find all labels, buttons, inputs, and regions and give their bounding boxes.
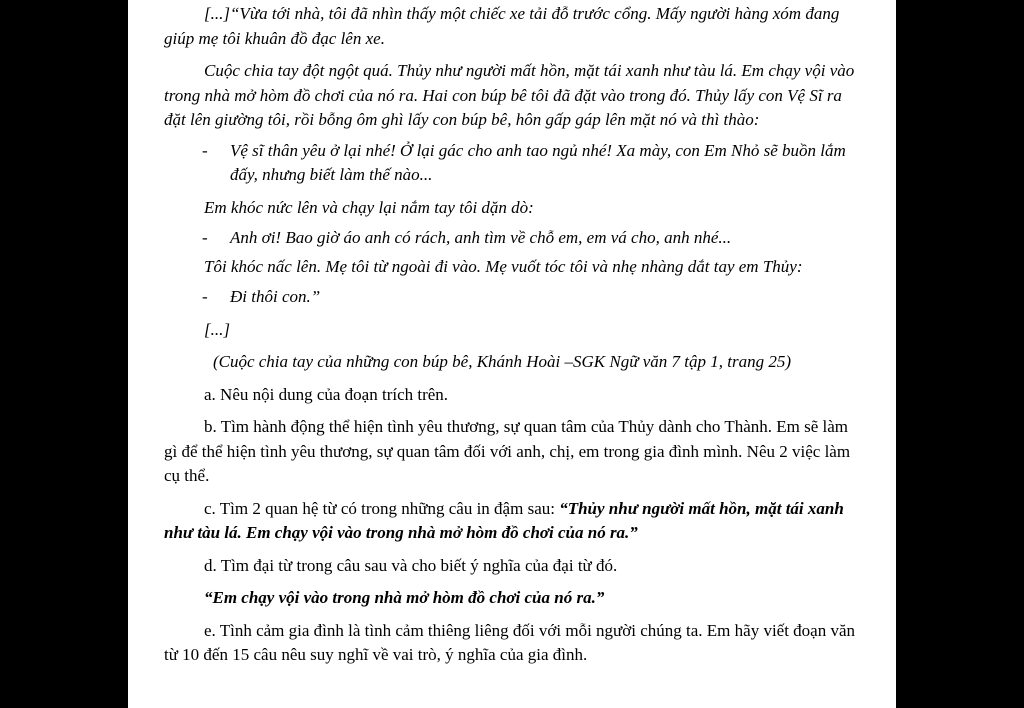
dialogue-text: Vệ sĩ thân yêu ở lại nhé! Ở lại gác cho anh tao ngủ nhé! Xa mày, con Em Nhỏ sẽ buồn lắm đấy, nhưng biết làm thế nào... — [230, 140, 846, 184]
dialogue-dash: - — [202, 140, 208, 160]
question-c — [164, 497, 864, 546]
question-c-text: c. Tìm 2 quan hệ từ có trong những câu in đậm sau: — [204, 498, 560, 518]
document-body — [164, 2, 864, 668]
dialogue-text: Anh ơi! Bao giờ áo anh có rách, anh tìm về chỗ em, em vá cho, anh nhé... — [230, 228, 732, 247]
passage-paragraph-1: [...]“Vừa tới nhà, tôi đã nhìn thấy một chiếc xe tải đỗ trước cổng. Mấy người hàng xóm đang giúp mẹ tôi khuân đồ đạc lên xe. — [164, 4, 840, 48]
dialogue-dash: - — [202, 287, 208, 306]
dialogue-dash: - — [202, 228, 208, 247]
passage-paragraph-4: Tôi khóc nấc lên. Mẹ tôi từ ngoài đi vào. Mẹ vuốt tóc tôi và nhẹ nhàng dắt tay em Thủy: — [204, 256, 803, 276]
document-page — [128, 0, 896, 708]
question-e: e. Tình cảm gia đình là tình cảm thiêng liêng đối với mỗi người chúng ta. Em hãy viết đoạn văn từ 10 đến 15 câu nêu suy nghĩ về vai trò, ý nghĩa của gia đình. — [164, 620, 856, 664]
question-a: a. Nêu nội dung của đoạn trích trên. — [204, 384, 449, 404]
dialogue-line-1 — [164, 139, 864, 188]
passage-ellipsis: [...] — [204, 319, 230, 339]
question-d: d. Tìm đại từ trong câu sau và cho biết ý nghĩa của đại từ đó. — [204, 555, 618, 575]
passage-paragraph-2: Cuộc chia tay đột ngột quá. Thủy như người mất hồn, mặt tái xanh như tàu lá. Em chạy vội vào trong nhà mở hòm đồ chơi của nó ra. Hai con búp bê tôi đã đặt vào trong đó. Thủy lấy con Vệ Sĩ ra đặt lên giường tôi, rồi bỗng ôm ghì lấy con búp bê, hôn gấp gáp lên mặt nó và thì thào: — [164, 61, 855, 129]
question-b: b. Tìm hành động thể hiện tình yêu thương, sự quan tâm của Thủy dành cho Thành. Em sẽ làm gì để thể hiện tình yêu thương, sự quan tâm đối với anh, chị, em trong gia đình mình. Nêu 2 việc làm cụ thể. — [164, 417, 851, 485]
dialogue-line-2 — [164, 226, 864, 251]
question-d-quote: “Em chạy vội vào trong nhà mở hòm đồ chơi của nó ra.” — [204, 588, 605, 607]
dialogue-text: Đi thôi con.” — [230, 287, 321, 306]
passage-source: (Cuộc chia tay của những con búp bê, Khánh Hoài –SGK Ngữ văn 7 tập 1, trang 25) — [212, 352, 792, 371]
question-c-bold-quote: “Thủy như người mất hồn, mặt tái xanh như tàu lá. Em chạy vội vào trong nhà mở hòm đồ chơi của nó ra.” — [164, 498, 844, 542]
passage-paragraph-3: Em khóc nức lên và chạy lại nắm tay tôi dặn dò: — [204, 197, 534, 217]
dialogue-line-3 — [164, 285, 864, 310]
